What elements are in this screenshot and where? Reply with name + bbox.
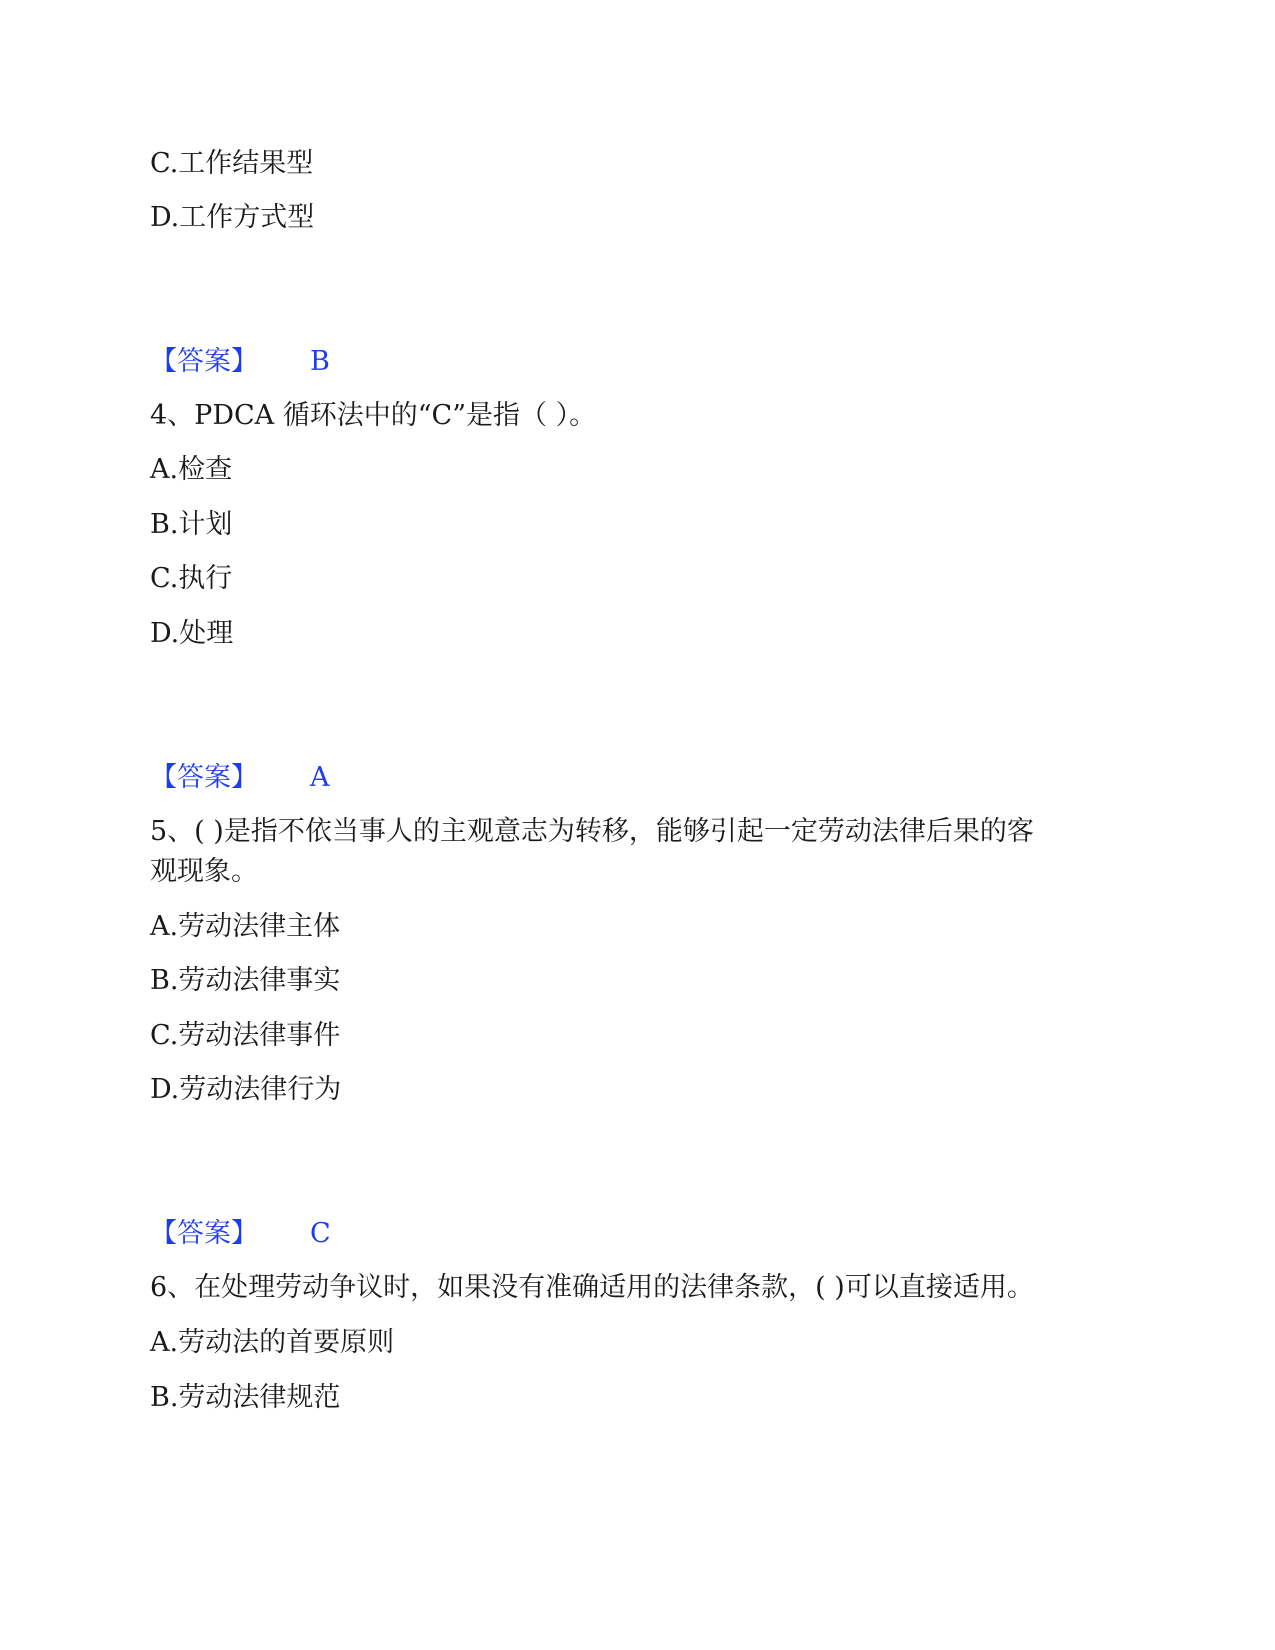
option-d: D.劳动法律行为 bbox=[150, 1074, 342, 1105]
option-a: A.检查 bbox=[150, 454, 233, 485]
option-d: D.工作方式型 bbox=[150, 202, 315, 233]
answer-line bbox=[150, 344, 330, 380]
option-b: B.计划 bbox=[150, 509, 233, 540]
option-a: A.劳动法的首要原则 bbox=[150, 1327, 395, 1358]
option-a: A.劳动法律主体 bbox=[150, 911, 341, 942]
option-b: B.劳动法律事实 bbox=[150, 965, 341, 996]
answer-label: 【答案】 bbox=[150, 1218, 258, 1249]
option-c: C.执行 bbox=[150, 563, 233, 594]
question-stem-line1: 5、( )是指不依当事人的主观意志为转移，能够引起一定劳动法律后果的客 bbox=[150, 816, 1034, 847]
answer-line bbox=[150, 1216, 331, 1252]
answer-value: C bbox=[310, 1218, 331, 1249]
answer-value: A bbox=[310, 762, 330, 793]
option-b: B.劳动法律规范 bbox=[150, 1382, 341, 1413]
answer-line bbox=[150, 760, 330, 796]
question-stem: 6、在处理劳动争议时，如果没有准确适用的法律条款，( )可以直接适用。 bbox=[150, 1272, 1034, 1303]
question-stem-line2: 观现象。 bbox=[150, 856, 258, 887]
option-c: C.工作结果型 bbox=[150, 148, 314, 179]
answer-label: 【答案】 bbox=[150, 762, 258, 793]
answer-label: 【答案】 bbox=[150, 346, 258, 377]
option-d: D.处理 bbox=[150, 618, 234, 649]
option-c: C.劳动法律事件 bbox=[150, 1020, 341, 1051]
question-stem: 4、PDCA 循环法中的“C”是指（ ）。 bbox=[150, 400, 597, 431]
answer-value: B bbox=[310, 346, 330, 377]
